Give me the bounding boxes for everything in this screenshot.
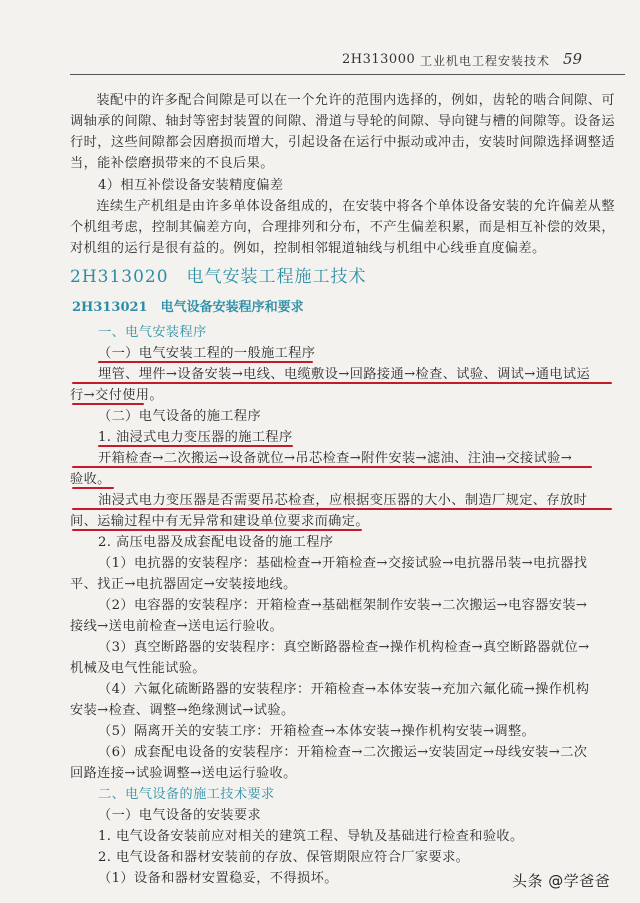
red-underline-1 [98, 361, 313, 363]
chapter-code: 2H313000 [342, 52, 416, 67]
part2-heading: 二、电气设备的施工技术要求 [98, 787, 275, 802]
header-rule [70, 74, 625, 75]
page-header [0, 48, 640, 74]
part1-line-14: 接线→送电前检查→送电运行验收。 [70, 619, 284, 634]
red-underline-2 [72, 382, 612, 384]
red-underline-7 [72, 508, 612, 510]
intro-paragraph-2: 连续生产机组是由许多单体设备组成的，在安装中将各个单体设备安装的允许偏差从整个机组考虑，控制其偏差方向，合理排列和分布，不产生偏差积累，而是相互补偿的效果，对机组的运行是很有益的。例如，控制相邻辊道轴线与机组中心线垂直度偏差。 [70, 199, 615, 256]
part1-line-8: 油浸式电力变压器是否需要吊芯检查，应根据变压器的大小、制造厂规定、存放时 [98, 493, 588, 508]
part1-line-20: （6）成套配电设备的安装程序：开箱检查→二次搬运→安装固定→母线安装→二次 [98, 745, 588, 760]
chapter-title: 工业机电工程安装技术 [420, 54, 551, 68]
part2-line-3: 2. 电气设备和器材安装前的存放、保管期限应符合厂家要求。 [98, 850, 470, 865]
part1-line-7: 验收。 [70, 472, 111, 487]
part1-line-19: （5）隔离开关的安装工序：开箱检查→本体安装→操作机构安装→调整。 [98, 724, 536, 739]
part2-line-1: （一）电气设备的安装要求 [98, 808, 262, 823]
watermark: 头条 @学爸爸 [512, 872, 611, 890]
part1-line-15: （3）真空断路器的安装程序：真空断路器检查→操作机构检查→真空断路器就位→ [98, 640, 590, 655]
part1-line-9: 间、运输过程中有无异常和建设单位要求而确定。 [70, 514, 369, 529]
part2-line-2: 1. 电气设备安装前应对相关的建筑工程、导轨及基础进行检查和验收。 [98, 829, 524, 844]
part1-line-17: （4）六氟化硫断路器的安装程序：开箱检查→本体安装→充加六氟化硫→操作机构 [98, 682, 590, 697]
red-underline-6 [72, 487, 114, 489]
subsection-title: 2H313021 电气设备安装程序和要求 [72, 300, 304, 315]
part1-line-11: （1）电抗器的安装程序：基础检查→开箱检查→交接试验→电抗器吊装→电抗器找 [98, 556, 588, 571]
part1-line-1: （一）电气安装工程的一般施工程序 [98, 346, 316, 361]
part1-line-10: 2. 高压电器及成套配电设备的施工程序 [98, 535, 334, 550]
part1-line-16: 机械及电气性能试验。 [70, 661, 206, 676]
part1-line-6: 开箱检查→二次搬运→设备就位→吊芯检查→附件安装→滤油、注油→交接试验→ [98, 451, 573, 466]
section-title: 2H313020 电气安装工程施工技术 [70, 267, 367, 287]
page-number: 59 [563, 50, 583, 68]
part2-line-4: （1）设备和器材安置稳妥，不得损坏。 [98, 871, 338, 886]
red-underline-5 [72, 466, 592, 468]
red-underline-8 [72, 529, 362, 531]
item-4-heading: 4）相互补偿设备安装精度偏差 [98, 178, 284, 193]
part1-line-13: （2）电容器的安装程序：开箱检查→基础框架制作安装→二次搬运→电容器安装→ [98, 598, 588, 613]
part1-heading: 一、电气安装程序 [98, 325, 207, 340]
part1-line-18: 安装→检查、调整→绝缘测试→试验。 [70, 703, 295, 718]
part1-line-21: 回路连接→试验调整→送电运行验收。 [70, 766, 297, 781]
part1-line-12: 平、找正→电抗器固定→安装接地线。 [70, 577, 297, 592]
part1-line-3: 行→交付使用。 [70, 388, 163, 403]
part1-line-5: 1. 油浸式电力变压器的施工程序 [98, 430, 293, 445]
red-underline-3 [72, 403, 144, 405]
part1-line-4: （二）电气设备的施工程序 [98, 409, 262, 424]
part1-line-2: 埋管、埋件→设备安装→电线、电缆敷设→回路接通→检查、试验、调试→通电试运 [98, 367, 591, 382]
intro-paragraph-1: 装配中的许多配合间隙是可以在一个允许的范围内选择的，例如，齿轮的啮合间隙、可调轴承的间隙、轴封等密封装置的间隙、滑道与导轮的间隙、导向键与槽的间隙等。设备运行时，这些间隙都会因磨损而增大，引起设备在运行中振动或冲击，安装时间隙选择调整适当，能补偿磨损带来的不良后果。 [70, 93, 615, 171]
red-underline-4 [98, 445, 293, 447]
